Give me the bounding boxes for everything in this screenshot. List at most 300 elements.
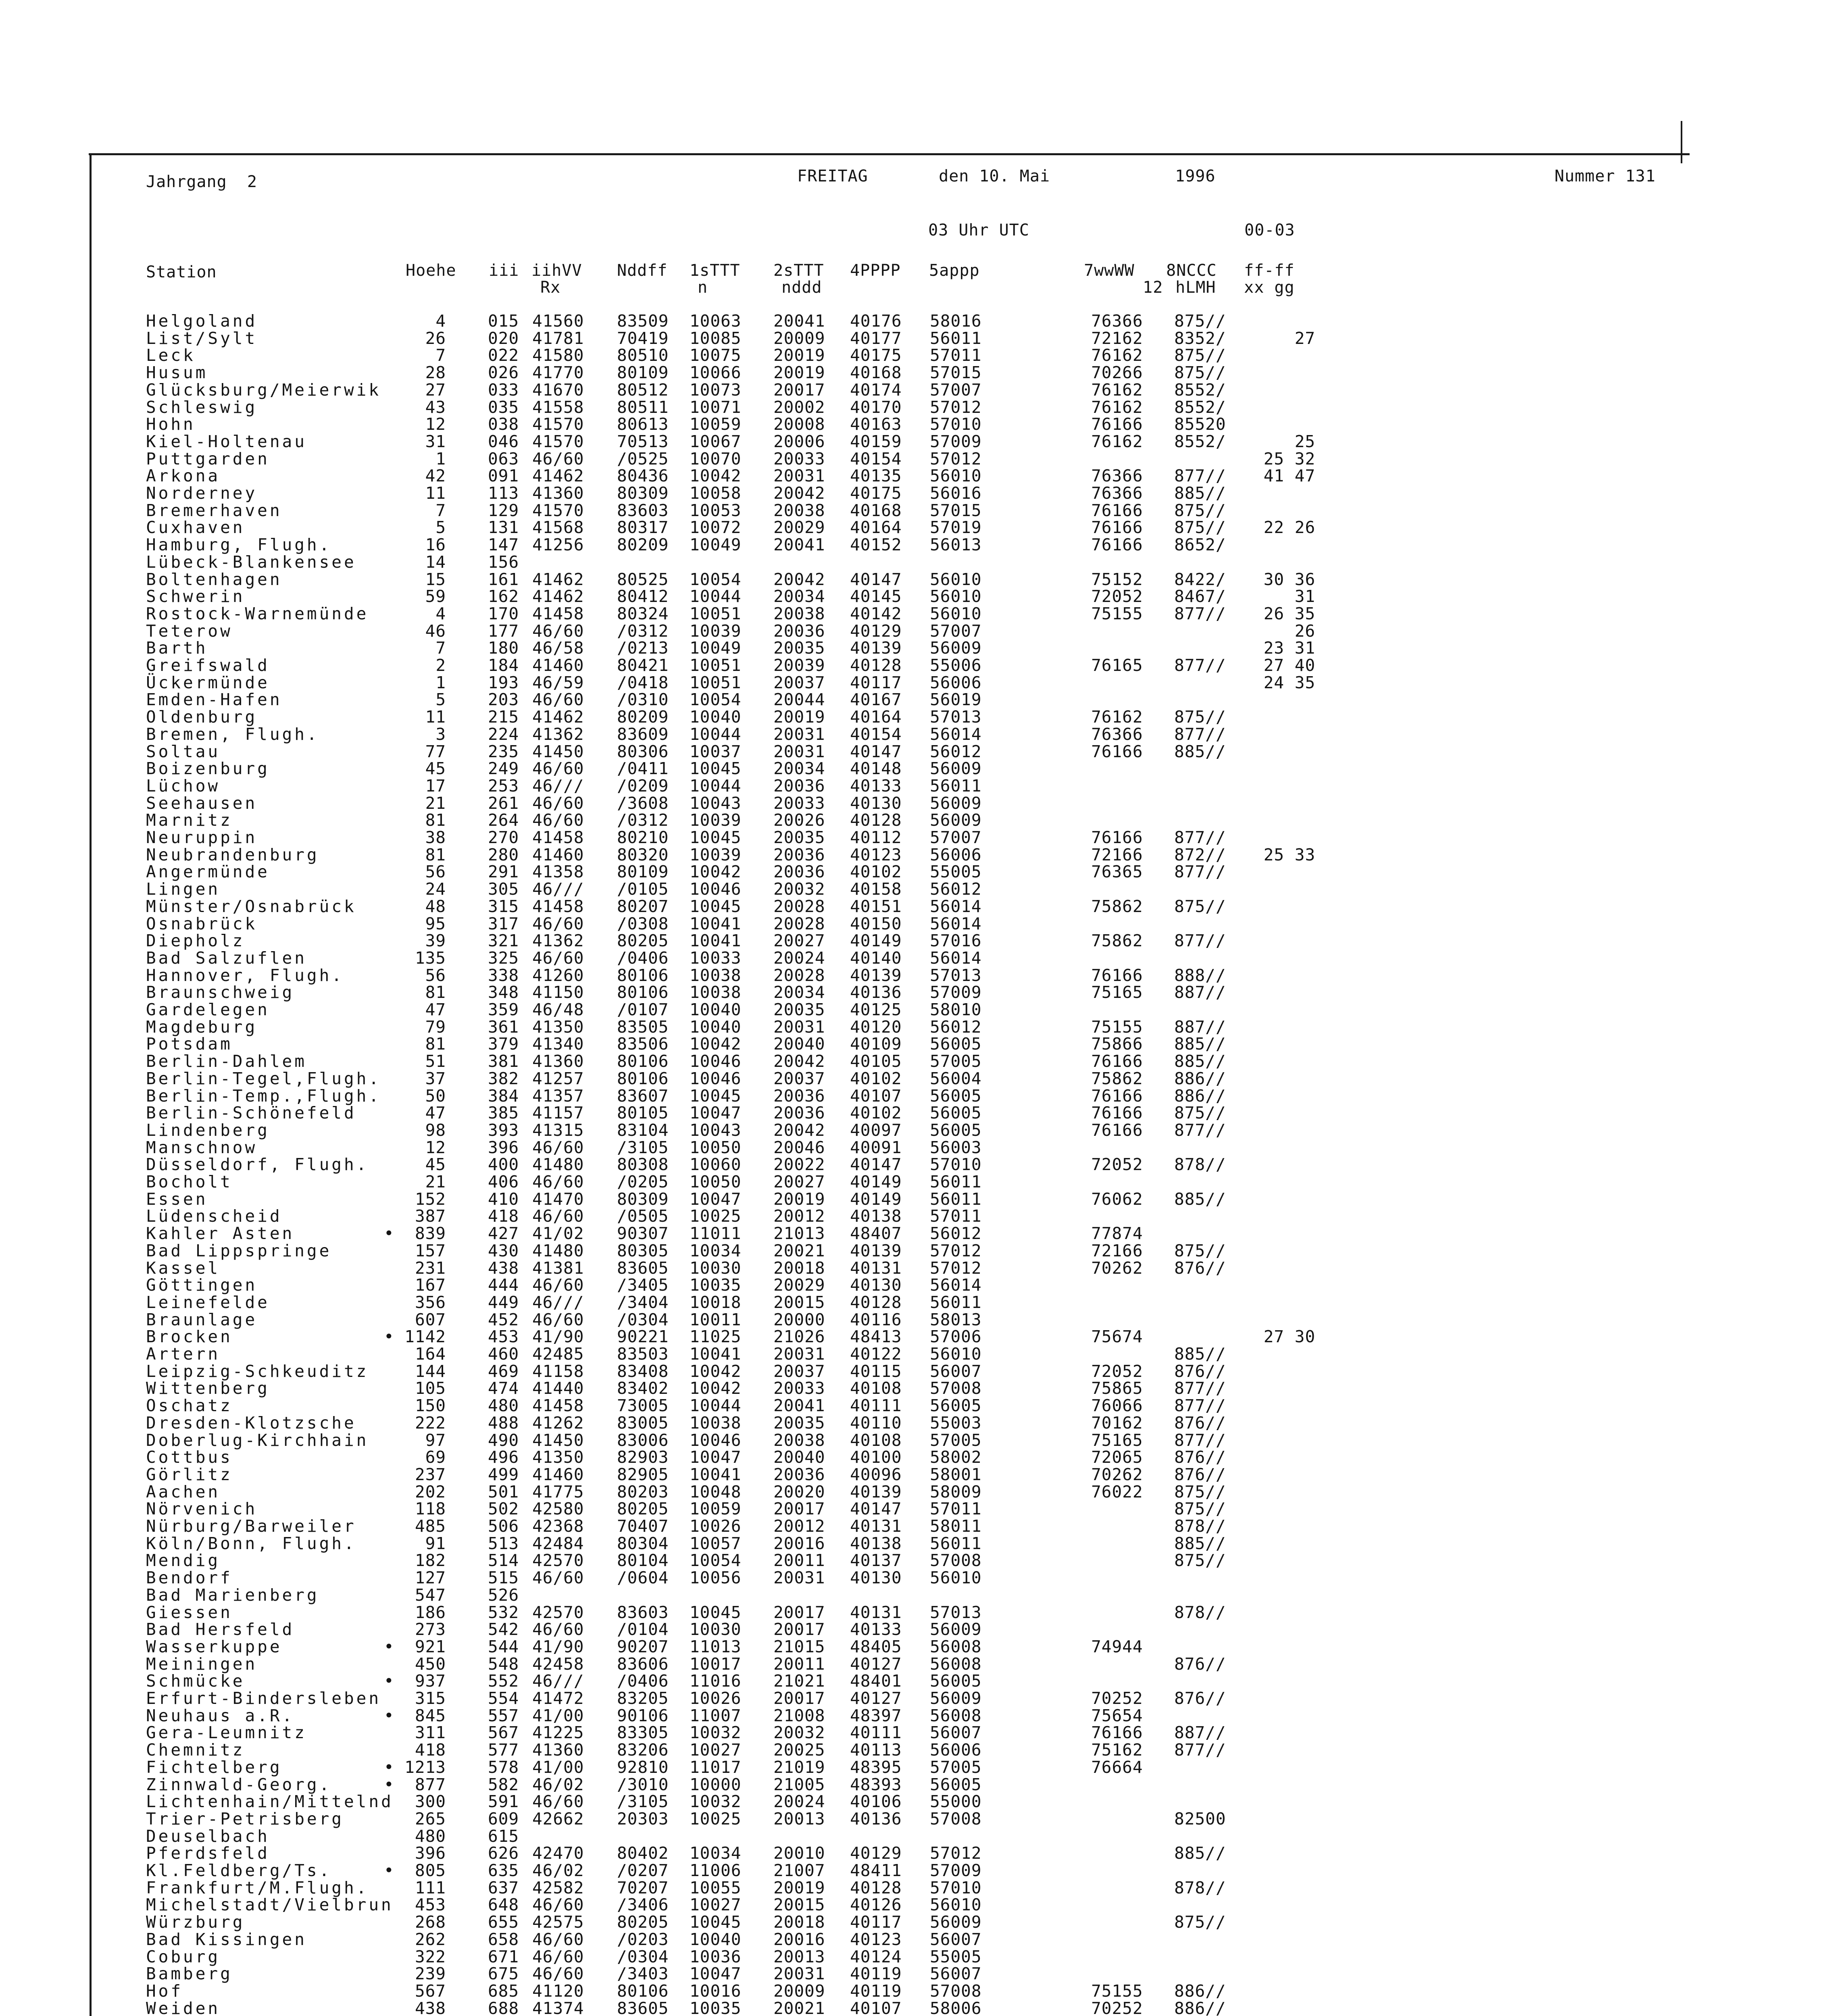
table-row [0,1483,1371,1501]
t2-value: 20035 [773,638,825,658]
nddff-value: 83205 [617,1689,669,1708]
t2-value: 20010 [773,1843,825,1863]
hoehe-value: 921 [415,1637,446,1656]
hoehe-value: 1 [436,673,446,692]
station-name: Wasserkuppe [146,1637,282,1656]
hoehe-value: 21 [425,793,446,813]
hoehe-value: 7 [436,500,446,520]
iihvv-value: 41150 [532,983,584,1002]
station-name: Wittenberg [146,1379,270,1398]
col-ff-sub: xx gg [1244,278,1295,297]
nddff-value: 83605 [617,1258,669,1278]
ww7-value: 75866 [1091,1034,1143,1054]
iii-value: 635 [488,1861,519,1880]
table-row [0,915,1371,933]
iii-value: 658 [488,1929,519,1949]
iii-value: 317 [488,914,519,933]
t1-value: 11016 [690,1671,742,1691]
p5-value: 57015 [930,500,982,520]
table-row [0,536,1371,554]
nddff-value: 80309 [617,1189,669,1209]
iii-value: 338 [488,965,519,985]
t2-value: 20037 [773,1068,825,1088]
t2-value: 20012 [773,1516,825,1536]
t2-value: 20038 [773,500,825,520]
iihvv-value: 46/60 [532,1275,584,1295]
col-iihvv-header: iihVV [531,261,582,280]
p5-value: 57008 [930,1809,982,1829]
iii-value: 147 [488,535,519,555]
iihvv-value: 46/60 [532,1895,584,1915]
t1-value: 10041 [690,914,742,933]
hoehe-value: 51 [425,1052,446,1071]
p4-value: 40149 [850,931,902,951]
t1-value: 10042 [690,466,742,486]
table-row [0,967,1371,984]
station-name: Arkona [146,466,221,486]
iii-value: 444 [488,1275,519,1295]
ff-value: 23 31 [1263,638,1315,658]
col-t2-header: 2sTTT [773,261,824,280]
hoehe-value: 31 [425,431,446,451]
iii-value: 315 [488,896,519,916]
table-row [0,639,1371,657]
station-name: Bendorf [146,1568,233,1588]
t1-value: 10040 [690,1017,742,1037]
station-name: Bremerhaven [146,500,282,520]
p5-value: 56014 [930,948,982,968]
hoehe-value: 14 [425,552,446,572]
nddff-value: 80421 [617,656,669,675]
t2-value: 20035 [773,1000,825,1019]
n8-value: 877// [1174,1430,1226,1450]
ww7-value: 72052 [1091,1155,1143,1175]
mountain-marker: • [384,1861,394,1880]
iihvv-value: 41775 [532,1482,584,1502]
n8-value: 877// [1174,862,1226,882]
p4-value: 40119 [850,1981,902,2001]
t1-value: 10054 [690,569,742,589]
iihvv-value: 46/60 [532,449,584,469]
table-row [0,1638,1371,1656]
t2-value: 20015 [773,1292,825,1312]
iihvv-value: 41260 [532,965,584,985]
station-name: Bad Lippspringe [146,1241,332,1260]
p4-value: 40174 [850,380,902,400]
p4-value: 40139 [850,638,902,658]
station-name: Artern [146,1344,221,1364]
hoehe-value: 48 [425,896,446,916]
n8-value: 876// [1174,1464,1226,1484]
p5-value: 57009 [930,1861,982,1880]
nddff-value: 80305 [617,1241,669,1260]
t1-value: 10051 [690,656,742,675]
iihvv-value: 46/// [532,1671,584,1691]
p4-value: 40138 [850,1533,902,1553]
table-row [0,347,1371,364]
iii-value: 382 [488,1068,519,1088]
nddff-value: 83104 [617,1120,669,1140]
iii-value: 033 [488,380,519,400]
iii-value: 235 [488,741,519,761]
iii-value: 396 [488,1137,519,1157]
station-name: Michelstadt/Vielbrun [146,1895,394,1915]
table-row [0,743,1371,760]
p5-value: 55005 [930,1947,982,1966]
p4-value: 40175 [850,346,902,365]
table-row [0,1294,1371,1311]
p4-value: 48393 [850,1774,902,1794]
station-name: Fichtelberg [146,1757,282,1777]
p5-value: 58013 [930,1310,982,1329]
p5-value: 55003 [930,1413,982,1433]
hoehe-value: 480 [415,1826,446,1846]
hoehe-value: 17 [425,776,446,796]
iii-value: 688 [488,1998,519,2016]
nddff-value: /0411 [617,759,669,779]
table-row [0,399,1371,416]
ff-value: 27 40 [1263,656,1315,675]
p5-value: 57013 [930,965,982,985]
hoehe-value: 7 [436,638,446,658]
nddff-value: 83006 [617,1430,669,1450]
iii-value: 170 [488,604,519,623]
hoehe-value: 167 [415,1275,446,1295]
station-name: Glücksburg/Meierwik [146,380,381,400]
p4-value: 40120 [850,1017,902,1037]
nddff-value: 80109 [617,862,669,882]
n8-value: 877// [1174,1120,1226,1140]
table-row [0,1225,1371,1242]
iii-value: 554 [488,1689,519,1708]
iii-value: 161 [488,569,519,589]
t2-value: 20033 [773,793,825,813]
iihvv-value: 41480 [532,1241,584,1260]
p5-value: 56006 [930,673,982,692]
t1-value: 11017 [690,1757,742,1777]
table-row [0,1759,1371,1776]
nddff-value: /0406 [617,1671,669,1691]
iii-value: 469 [488,1361,519,1381]
ww7-value: 76365 [1091,862,1143,882]
station-name: Gardelegen [146,1000,270,1019]
iihvv-value: 42484 [532,1533,584,1553]
t1-value: 10073 [690,380,742,400]
hoehe-value: 7 [436,346,446,365]
nddff-value: 83506 [617,1034,669,1054]
station-name: Hamburg, Flugh. [146,535,332,555]
table-row [0,416,1371,433]
hoehe-value: 164 [415,1344,446,1364]
nddff-value: /0105 [617,879,669,899]
station-name: Bad Hersfeld [146,1620,295,1639]
p4-value: 40167 [850,690,902,710]
station-name: Oschatz [146,1396,233,1416]
p4-value: 40108 [850,1379,902,1398]
table-row [0,1500,1371,1518]
station-name: Kl.Feldberg/Ts. [146,1861,332,1880]
table-row [0,1569,1371,1587]
ww7-value: 70262 [1091,1258,1143,1278]
col-iii-header: iii [489,261,519,280]
hoehe-value: 453 [415,1895,446,1915]
p4-value: 40175 [850,483,902,503]
date-label: den 10. Mai [939,167,1050,185]
p4-value: 40113 [850,1740,902,1760]
n8-value: 877// [1174,931,1226,951]
t2-value: 20027 [773,931,825,951]
iii-value: 582 [488,1774,519,1794]
nddff-value: 80525 [617,569,669,589]
p5-value: 57012 [930,1843,982,1863]
nddff-value: 90307 [617,1224,669,1243]
p4-value: 40102 [850,1068,902,1088]
nddff-value: 80317 [617,518,669,537]
iii-value: 490 [488,1430,519,1450]
hoehe-value: 11 [425,483,446,503]
ww7-value: 75165 [1091,1430,1143,1450]
nddff-value: 80106 [617,983,669,1002]
t1-value: 10048 [690,1482,742,1502]
t1-value: 10038 [690,1413,742,1433]
t2-value: 20022 [773,1155,825,1175]
table-row [0,1397,1371,1414]
p4-value: 40145 [850,587,902,606]
station-name: Rostock-Warnemünde [146,604,369,623]
iii-value: 291 [488,862,519,882]
t1-value: 10053 [690,500,742,520]
station-name: Brocken [146,1327,233,1347]
hoehe-value: 47 [425,1103,446,1123]
station-name: Berlin-Tegel,Flugh. [146,1068,381,1088]
iii-value: 501 [488,1482,519,1502]
hoehe-value: 5 [436,690,446,710]
table-row [0,1328,1371,1345]
n8-value: 8652/ [1174,535,1226,555]
hoehe-value: 11 [425,707,446,727]
n8-value: 82500 [1174,1809,1226,1829]
p5-value: 56005 [930,1103,982,1123]
t2-value: 20033 [773,449,825,469]
p4-value: 40147 [850,569,902,589]
t1-value: 10041 [690,1344,742,1364]
p5-value: 56010 [930,466,982,486]
n8-value: 877// [1174,724,1226,744]
table-row [0,1156,1371,1173]
p4-value: 40123 [850,1929,902,1949]
p5-value: 57009 [930,983,982,1002]
iii-value: 035 [488,397,519,417]
t2-value: 20009 [773,328,825,348]
p4-value: 40136 [850,1809,902,1829]
t1-value: 10042 [690,862,742,882]
table-row [0,554,1371,571]
p5-value: 58002 [930,1447,982,1467]
p4-value: 40128 [850,656,902,675]
p5-value: 56009 [930,1689,982,1708]
station-name: Nörvenich [146,1499,258,1519]
iii-value: 452 [488,1310,519,1329]
t2-value: 20042 [773,1120,825,1140]
hoehe-value: 265 [415,1809,446,1829]
nddff-value: 83402 [617,1379,669,1398]
station-name: Würzburg [146,1912,245,1932]
ww7-value: 75865 [1091,1379,1143,1398]
ww7-value: 76022 [1091,1482,1143,1502]
t1-value: 10072 [690,518,742,537]
nddff-value: 80105 [617,1103,669,1123]
iihvv-value: 41350 [532,1017,584,1037]
nddff-value: 80205 [617,1912,669,1932]
station-name: Kiel-Holtenau [146,431,307,451]
p4-value: 48395 [850,1757,902,1777]
hoehe-value: 39 [425,931,446,951]
hoehe-value: 273 [415,1620,446,1639]
station-name: Hannover, Flugh. [146,965,344,985]
iihvv-value: 42570 [532,1602,584,1622]
hoehe-value: 45 [425,1155,446,1175]
nddff-value: 83603 [617,500,669,520]
hoehe-value: 81 [425,983,446,1002]
p5-value: 57011 [930,346,982,365]
hoehe-value: 239 [415,1964,446,1984]
ww7-value: 75654 [1091,1706,1143,1725]
p4-value: 40100 [850,1447,902,1467]
table-row [0,1983,1371,2000]
station-name: Kassel [146,1258,221,1278]
hoehe-value: 38 [425,828,446,847]
ww7-value: 75862 [1091,1068,1143,1088]
iihvv-value: 46/60 [532,810,584,830]
t2-value: 21005 [773,1774,825,1794]
ff-value: 25 [1294,431,1315,451]
ww7-value: 70252 [1091,1998,1143,2016]
iihvv-value: 46/60 [532,793,584,813]
iihvv-value: 46/60 [532,1310,584,1329]
iihvv-value: 41458 [532,896,584,916]
p4-value: 40138 [850,1206,902,1226]
hoehe-value: 839 [415,1224,446,1243]
t1-value: 10046 [690,1052,742,1071]
table-row [0,1191,1371,1208]
iii-value: 552 [488,1671,519,1691]
table-row [0,605,1371,623]
iii-value: 557 [488,1706,519,1725]
t2-value: 21019 [773,1757,825,1777]
iihvv-value: 41462 [532,587,584,606]
table-row [0,863,1371,881]
iihvv-value: 41357 [532,1086,584,1106]
t2-value: 20031 [773,1344,825,1364]
p5-value: 56009 [930,1620,982,1639]
table-row [0,1914,1371,1931]
table-row [0,1053,1371,1070]
nddff-value: 70207 [617,1878,669,1897]
nddff-value: 80106 [617,965,669,985]
station-name: Düsseldorf, Flugh. [146,1155,369,1175]
table-row [0,1828,1371,1845]
n8-value: 875// [1174,1912,1226,1932]
nddff-value: /0406 [617,948,669,968]
p5-value: 56003 [930,1137,982,1157]
iihvv-value: 42580 [532,1499,584,1519]
table-row [0,1001,1371,1018]
t1-value: 10044 [690,724,742,744]
t1-value: 10049 [690,638,742,658]
iihvv-value: 41360 [532,483,584,503]
station-name: Neubrandenburg [146,845,319,864]
p4-value: 40129 [850,621,902,641]
t1-value: 10071 [690,397,742,417]
iihvv-value: 42485 [532,1344,584,1364]
t2-value: 20031 [773,1017,825,1037]
iii-value: 020 [488,328,519,348]
iii-value: 671 [488,1947,519,1966]
table-row [0,1724,1371,1741]
t1-value: 10042 [690,1034,742,1054]
n8-value: 876// [1174,1447,1226,1467]
station-name: Aachen [146,1482,221,1502]
nddff-value: 80436 [617,466,669,486]
p5-value: 57012 [930,397,982,417]
nddff-value: 80324 [617,604,669,623]
iii-value: 453 [488,1327,519,1347]
iihvv-value: 46/60 [532,1792,584,1812]
iii-value: 131 [488,518,519,537]
p4-value: 40147 [850,1499,902,1519]
t2-value: 20026 [773,810,825,830]
p4-value: 40158 [850,879,902,899]
t2-value: 20008 [773,414,825,434]
t1-value: 10047 [690,1103,742,1123]
iii-value: 655 [488,1912,519,1932]
n8-value: 875// [1174,1103,1226,1123]
iii-value: 548 [488,1654,519,1674]
iii-value: 261 [488,793,519,813]
p4-value: 40131 [850,1516,902,1536]
p4-value: 40125 [850,1000,902,1019]
nddff-value: 70513 [617,431,669,451]
p4-value: 40176 [850,311,902,331]
p4-value: 40123 [850,845,902,864]
p5-value: 56011 [930,776,982,796]
time-header: 03 Uhr UTC [928,221,1029,240]
nddff-value: 83603 [617,1602,669,1622]
p4-value: 40139 [850,1241,902,1260]
t1-value: 10051 [690,673,742,692]
p4-value: 40108 [850,1430,902,1450]
nddff-value: 83305 [617,1723,669,1743]
n8-value: 877// [1174,828,1226,847]
station-name: Angermünde [146,862,270,882]
t2-value: 20031 [773,741,825,761]
p5-value: 57013 [930,707,982,727]
t2-value: 20024 [773,948,825,968]
table-row [0,691,1371,708]
ww7-value: 75162 [1091,1740,1143,1760]
table-row [0,1965,1371,1983]
iihvv-value: 41120 [532,1981,584,2001]
nddff-value: 80309 [617,483,669,503]
ww7-value: 75152 [1091,569,1143,589]
iihvv-value: 46/60 [532,1947,584,1966]
table-row [0,950,1371,967]
table-row [0,726,1371,743]
hoehe-value: 311 [415,1723,446,1743]
p5-value: 56010 [930,1568,982,1588]
station-name: Oldenburg [146,707,258,727]
t2-value: 20020 [773,1482,825,1502]
